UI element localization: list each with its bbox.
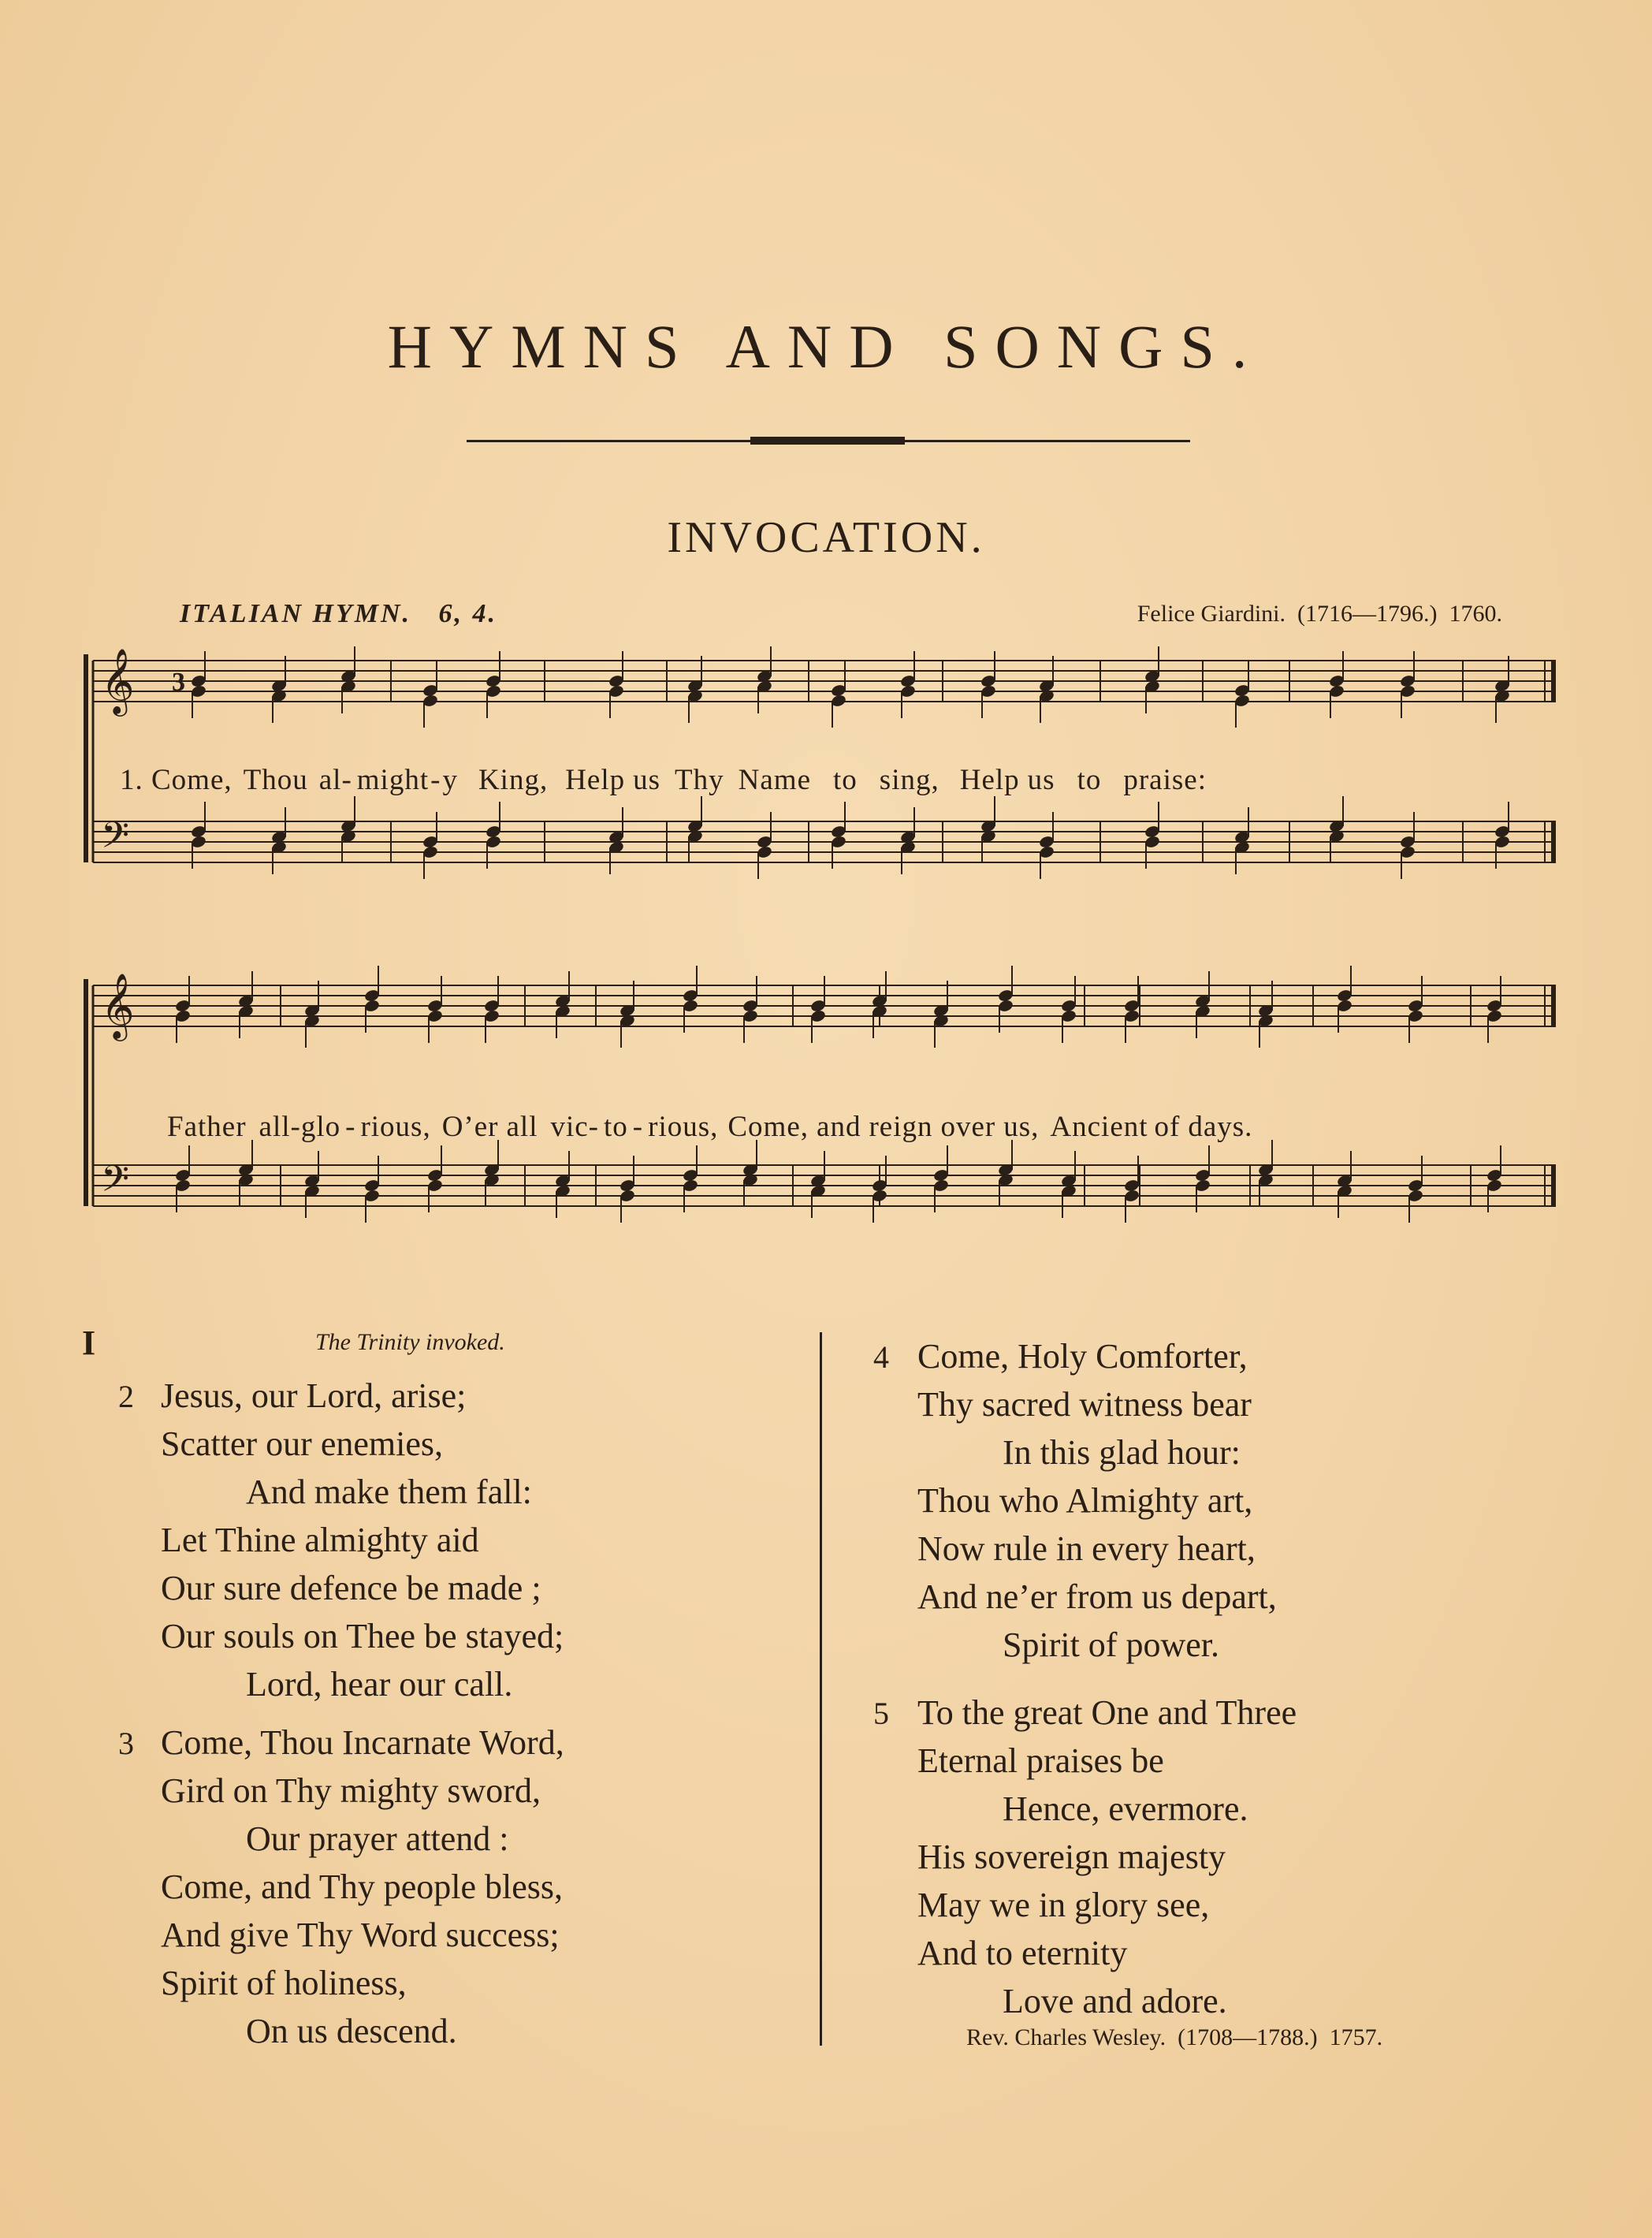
tune-title: ITALIAN HYMN.	[180, 599, 412, 628]
bass-clef-icon: 𝄢	[101, 814, 130, 866]
lyric-syllable: Help	[959, 764, 1020, 796]
author-dates: (1708—1788.)	[1178, 2024, 1318, 2050]
lyric-syllable: us	[1027, 764, 1055, 796]
lyric-syllable: us,	[1003, 1111, 1040, 1143]
lyric-syllable: Thou	[243, 764, 308, 796]
verse-line: Eternal praises be	[917, 1741, 1164, 1780]
verse-line: Scatter our enemies,	[161, 1424, 443, 1463]
lyric-syllable: to	[833, 764, 858, 796]
lyric-syllable: over	[940, 1111, 996, 1143]
lyric-syllable: Help	[565, 764, 626, 796]
lyric-syllable: Thy	[675, 764, 724, 796]
verse-line: Now rule in every heart,	[917, 1529, 1256, 1568]
verse-line: Jesus, our Lord, arise;	[161, 1376, 467, 1415]
tune-meter: 6, 4.	[438, 599, 498, 628]
lyric-syllable: all	[506, 1111, 538, 1143]
final-barline	[1551, 985, 1556, 1026]
lyric-syllable: days.	[1188, 1111, 1253, 1143]
author-year: 1757.	[1329, 2024, 1383, 2050]
tune-name	[180, 599, 497, 629]
bass-clef-icon: 𝄢	[101, 1158, 130, 1209]
lyrics-line-1	[120, 763, 1207, 797]
lyric-syllable: rious,	[648, 1111, 719, 1143]
lyric-syllable: Ancient	[1050, 1111, 1148, 1143]
lyric-syllable: -	[430, 764, 441, 796]
verse-line: On us descend.	[246, 2012, 457, 2050]
title-divider-left	[467, 440, 750, 442]
lyric-syllable: Come,	[727, 1111, 809, 1143]
final-barline	[1551, 661, 1556, 702]
verse-line: Come, Holy Comforter,	[917, 1337, 1248, 1376]
verse-line: Spirit of holiness,	[161, 1964, 407, 2002]
verse-line: His sovereign majesty	[917, 1838, 1226, 1876]
lyric-syllable: us	[633, 764, 661, 796]
lyric-syllable: -	[632, 1111, 644, 1143]
verse-line: Our souls on Thee be stayed;	[161, 1617, 564, 1655]
author-name: Rev. Charles Wesley.	[966, 2024, 1166, 2050]
tune-year: 1760.	[1449, 601, 1502, 627]
lyric-syllable: to	[604, 1111, 628, 1143]
lyric-syllable: and	[817, 1111, 861, 1143]
lyric-syllable: of	[1154, 1111, 1181, 1143]
verse-line: Our prayer attend :	[246, 1819, 509, 1858]
final-barline	[1551, 1165, 1556, 1206]
verse-number: 4	[873, 1339, 889, 1375]
lyric-syllable: Name	[738, 764, 812, 796]
verse-line: Love and adore.	[1003, 1982, 1227, 2020]
lyric-syllable: sing,	[879, 764, 939, 796]
verse-number: 5	[873, 1696, 889, 1731]
verse-line: Come, and Thy people bless,	[161, 1867, 563, 1906]
lyric-syllable: praise:	[1123, 764, 1207, 796]
system-brace	[84, 979, 88, 1206]
verse-number: 2	[118, 1379, 134, 1414]
verse-line: Lord, hear our call.	[246, 1665, 513, 1704]
verse-line: Gird on Thy mighty sword,	[161, 1771, 541, 1810]
lyric-syllable: vic-	[550, 1111, 600, 1143]
column-divider	[820, 1332, 822, 2046]
lyric-syllable: al-	[318, 764, 352, 796]
treble-clef-icon: 𝄞	[101, 972, 135, 1038]
title-divider-right	[905, 440, 1190, 442]
verse-line: And ne’er from us depart,	[917, 1577, 1277, 1616]
verse-line: In this glad hour:	[1003, 1433, 1241, 1472]
verse-line: And give Thy Word success;	[161, 1916, 560, 1954]
time-signature: 3	[172, 668, 185, 697]
composer-dates: (1716—1796.)	[1297, 601, 1438, 627]
verse-line: To the great One and Three	[917, 1693, 1297, 1732]
verse-line: And to eternity	[917, 1934, 1128, 1972]
lyric-syllable: O’er	[441, 1111, 499, 1143]
hymn-subtitle: The Trinity invoked.	[315, 1329, 505, 1355]
lyric-syllable: y	[442, 764, 458, 796]
verse-label: 1.	[120, 764, 151, 796]
page-title: HYMNS AND SONGS.	[387, 312, 1265, 381]
lyric-syllable: -	[345, 1111, 356, 1143]
composer-name: Felice Giardini.	[1137, 601, 1286, 627]
lyric-syllable: to	[1077, 764, 1102, 796]
verse-number: 3	[118, 1726, 134, 1761]
verse-line: Thy sacred witness bear	[917, 1385, 1252, 1424]
hymn-number: I	[82, 1324, 96, 1362]
verse-line: Hence, evermore.	[1003, 1789, 1248, 1828]
lyric-syllable: reign	[869, 1111, 933, 1143]
verse-line: Come, Thou Incarnate Word,	[161, 1723, 564, 1762]
verse-line: May we in glory see,	[917, 1886, 1210, 1924]
verse-line: Let Thine almighty aid	[161, 1521, 479, 1559]
treble-clef-icon: 𝄞	[101, 647, 135, 713]
hymn-heading: INVOCATION.	[667, 513, 985, 562]
lyric-syllable: Come,	[151, 764, 233, 796]
verse-line: Our sure defence be made ;	[161, 1569, 541, 1607]
lyric-syllable: King,	[478, 764, 549, 796]
title-divider-center	[750, 437, 905, 445]
lyric-syllable: Father	[167, 1111, 247, 1143]
verse-line: And make them fall:	[246, 1473, 532, 1511]
lyric-syllable: might	[356, 764, 430, 796]
composer-credit	[1137, 601, 1502, 627]
final-barline	[1551, 821, 1556, 862]
author-credit	[966, 2024, 1382, 2051]
lyrics-line-2	[167, 1110, 1252, 1144]
verse-line: Spirit of power.	[1003, 1625, 1219, 1664]
lyric-syllable: all-glo	[259, 1111, 341, 1143]
verse-line: Thou who Almighty art,	[917, 1481, 1253, 1520]
system-brace	[84, 654, 88, 862]
lyric-syllable: rious,	[360, 1111, 431, 1143]
